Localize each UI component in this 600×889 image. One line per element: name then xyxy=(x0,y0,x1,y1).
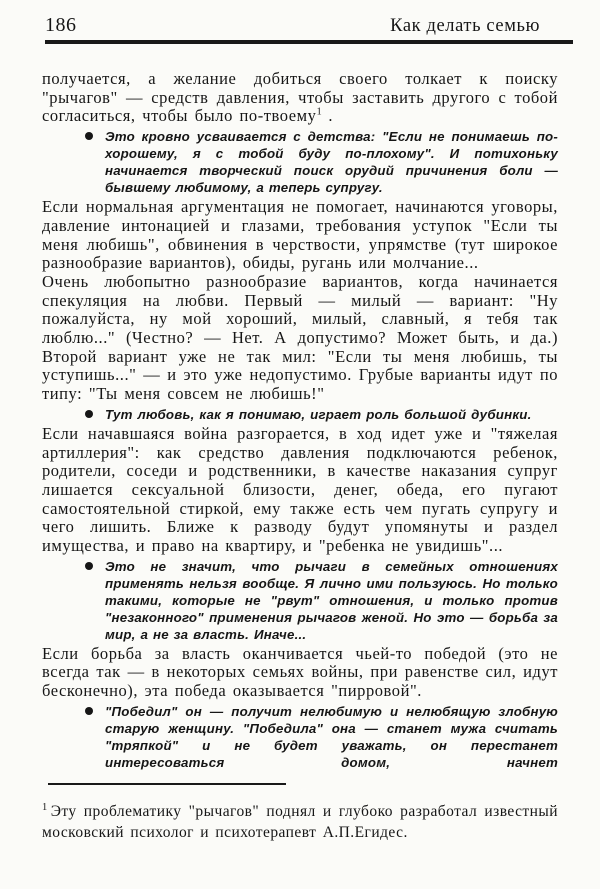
footnote-text: Эту проблематику "рычагов" поднял и глубоко разработал известный московский психолог и психотерапевт А.П.Егидес. xyxy=(42,802,558,842)
bullet-icon xyxy=(85,707,93,715)
bullet-item xyxy=(85,128,558,196)
running-title: Как делать семью xyxy=(390,16,540,36)
bullet-text: Тут любовь, как я понимаю, играет роль большой дубинки. xyxy=(105,406,532,422)
footnote-marker: 1 xyxy=(42,801,48,813)
bullet-text: "Победил" он — получит нелюбимую и нелюбящую злобную старую женщину. "Победила" она — станет мужа считать "тряпкой" и не будет уважать, он перестанет интересоваться домом, начнет xyxy=(105,703,558,770)
bullet-item xyxy=(85,703,558,771)
page-header xyxy=(45,14,573,37)
bullet-text: Это не значит, что рычаги в семейных отношениях применять нельзя вообще. Я лично ими пользуюсь. Но только такими, которые не "рвут" отношения, и только против "незаконного" применения рычагов женой. Но это — борьба за мир, а не за власть. Иначе... xyxy=(105,558,558,642)
header-rule xyxy=(45,40,573,44)
paragraph: Если борьба за власть оканчивается чьей-то победой (это не всегда так — в некоторых семьях войны, при равенстве сил, идут бесконечно), эта победа оказывается "пирровой". xyxy=(42,643,558,701)
paragraph: Если нормальная аргументация не помогает, начинаются уговоры, давление интонацией и глазами, требования уступок "Если ты меня любишь", обвинения в черствости, упрямстве (тут широкое разнообразие вариантов), обиды, ругань или молчание... xyxy=(42,197,558,273)
footnote-rule xyxy=(48,783,286,785)
bullet-icon xyxy=(85,132,93,140)
bullet-icon xyxy=(85,410,93,418)
footnote xyxy=(42,801,558,844)
page-number: 186 xyxy=(45,14,77,36)
paragraph: Очень любопытно разнообразие вариантов, когда начинается спекуляция на любви. Первый — милый — вариант: "Ну пожалуйста, ну мой хороший, милый, славный, я тебя так люблю..." (Честно? — Нет. А допустимо? Может быть, и да.) Второй вариант уже не так мил: "Если ты меня любишь, ты уступишь..." — и это уже недопустимо. Грубые варианты идут по типу: "Ты меня совсем не любишь!" xyxy=(42,271,558,404)
bullet-item xyxy=(85,558,558,643)
paragraph: получается, а желание добиться своего толкает к поиску "рычагов" — средств давления, чтобы заставить другого с тобой согласиться, чтобы было по-твоему$^1$ . xyxy=(42,69,558,126)
footnote-ref: 1 xyxy=(316,106,322,118)
bullet-item xyxy=(85,406,558,423)
bullet-icon xyxy=(85,562,93,570)
paragraph: Если начавшаяся война разгорается, в ход идет уже и "тяжелая артиллерия": как средство давления подключаются ребенок, родители, соседи и родственники, в качестве наказания супруг лишается сексуальной близости, денег, обеда, его пугают самостоятельной стиркой, ему также есть чем пугать супругу и чего лишить. Ближе к разводу будут упомянуты и раздел имущества, и право на квартиру, и "ребенка не увидишь"... xyxy=(42,423,558,556)
bullet-text: Это кровно усваивается с детства: "Если не понимаешь по-хорошему, я с тобой буду по-плохому". И потихоньку начинается творческий поиск орудий причинения боли — бывшему любимому, а теперь супругу. xyxy=(105,129,558,196)
page-body xyxy=(42,70,558,773)
